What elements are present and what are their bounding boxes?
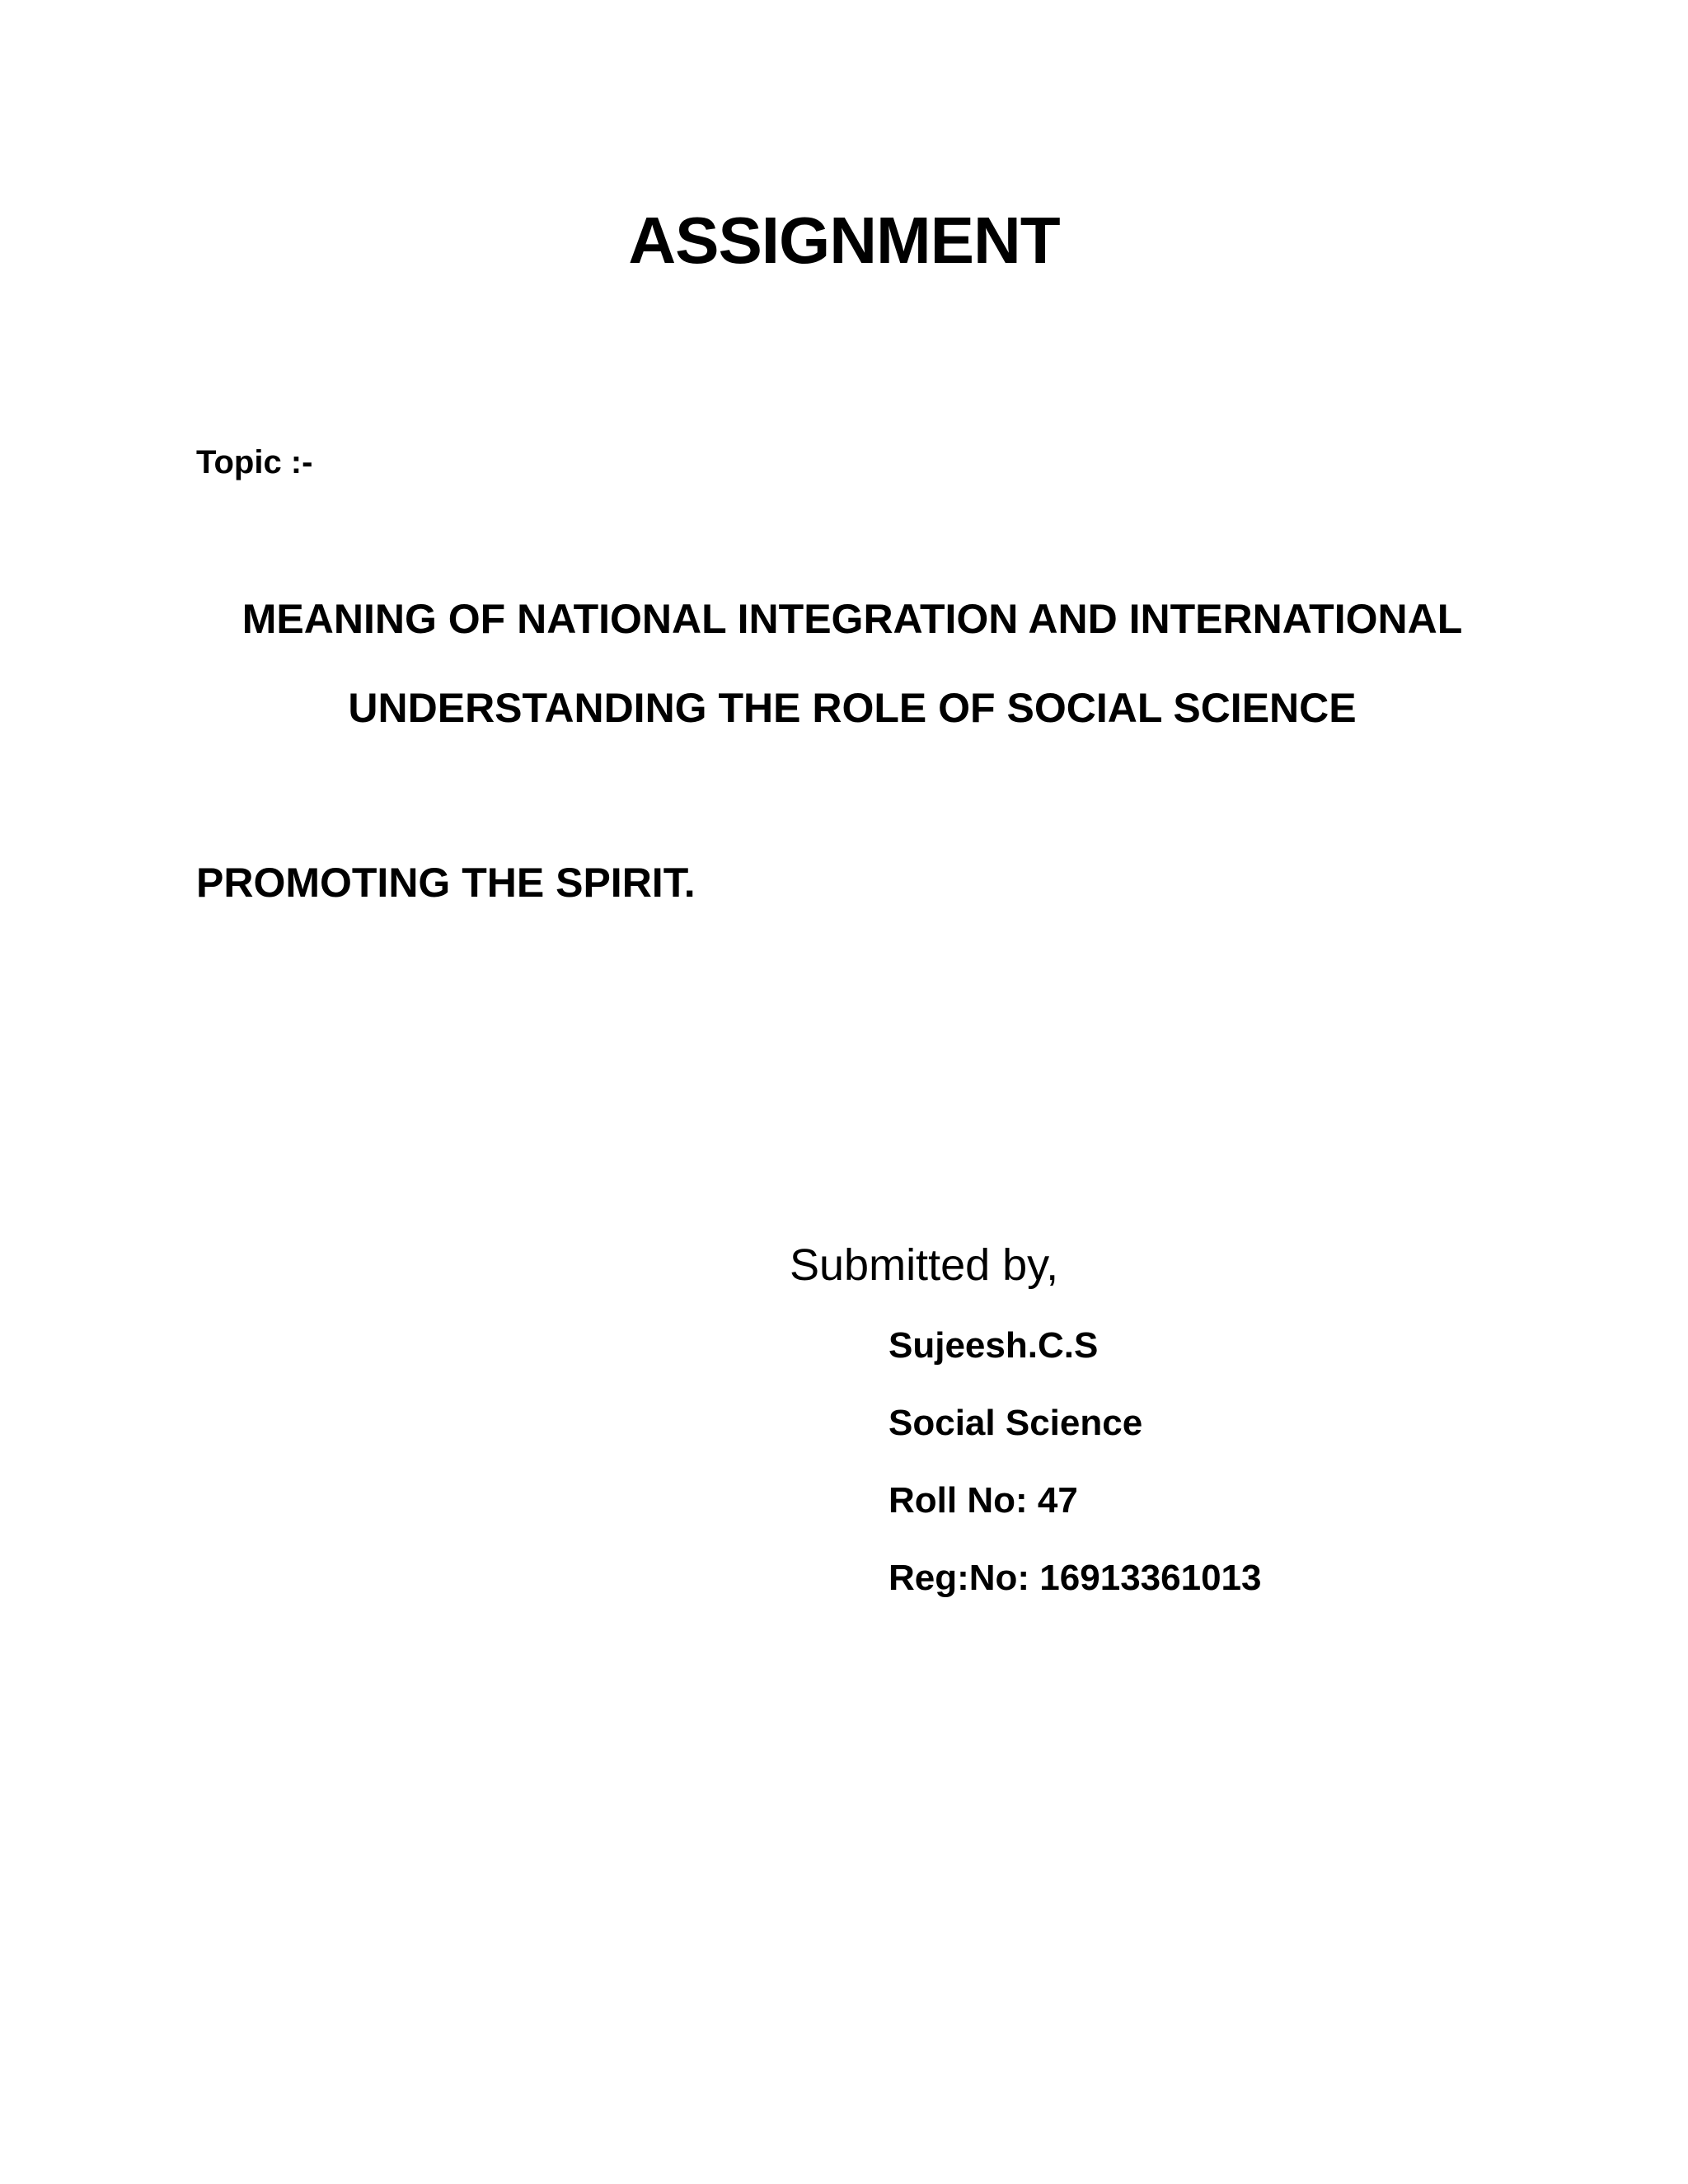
submitter-name: Sujeesh.C.S [889,1325,1099,1366]
topic-label: Topic :- [196,444,313,480]
topic-line-1: MEANING OF NATIONAL INTEGRATION AND INTERNATIONAL [241,596,1463,642]
document-title: ASSIGNMENT [628,204,1060,277]
submitter-roll-no: Roll No: 47 [889,1480,1078,1521]
subtopic: PROMOTING THE SPIRIT. [196,860,696,906]
submitted-by-label: Submitted by, [790,1240,1059,1290]
topic-line-2: UNDERSTANDING THE ROLE OF SOCIAL SCIENCE [348,685,1357,731]
submitter-department: Social Science [889,1403,1143,1443]
submitter-reg-no: Reg:No: 16913361013 [889,1558,1262,1598]
submitter-details [889,1323,1261,1633]
